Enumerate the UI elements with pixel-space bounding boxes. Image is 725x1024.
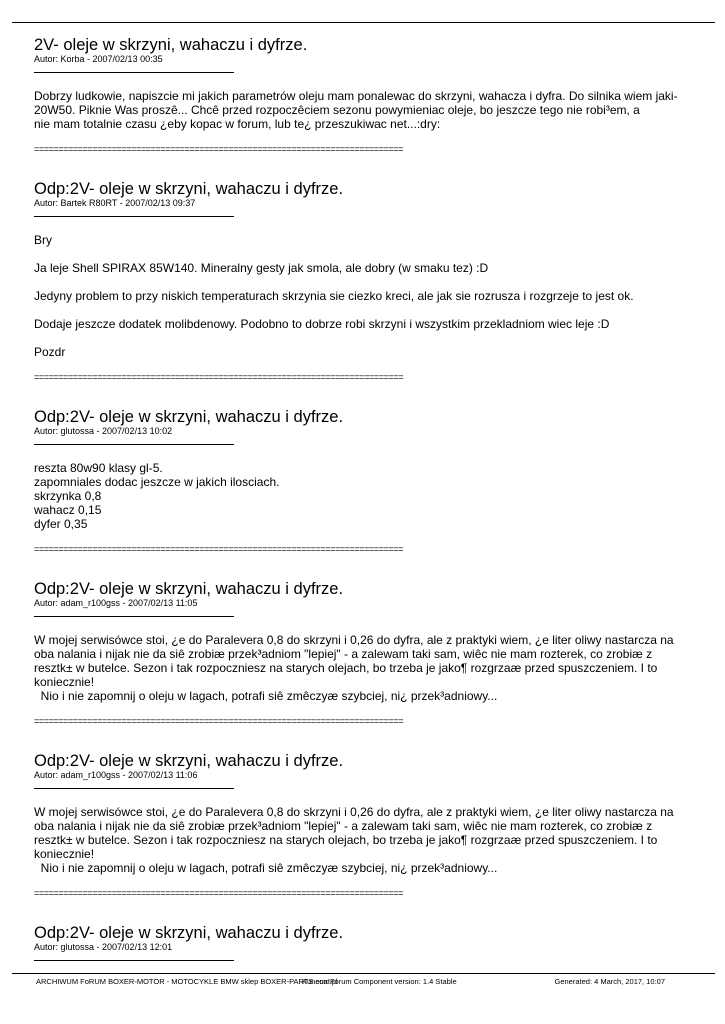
footer-site: ARCHIWUM FoRUM BOXER-MOTOR - MOTOCYKLE BMW sklep BOXER-PARTS.com.pl <box>36 977 338 986</box>
post <box>34 752 694 898</box>
thread <box>34 36 694 977</box>
post-body <box>34 89 694 131</box>
post-title: Odp:2V- oleje w skrzyni, wahaczu i dyfrze. <box>34 924 344 942</box>
post-paragraph: wahacz 0,15 <box>34 503 102 517</box>
post-meta: Autor: adam_r100gss - 2007/02/13 11:05 <box>34 598 198 608</box>
post-body <box>34 805 694 875</box>
post-paragraph: W mojej serwisówce stoi, ¿e do Paralevera 0,8 do skrzyni i 0,26 do dyfra, ale z praktyki wiem, ¿e liter oliwy nastarcza na oba nalania i nijak nie da siê zrobiæ przek³adniom "lepiej" - a zalewam taki sam, wiêc nie mam rozterek, co zrobiæ z resztk± w butelce. Sezon i tak rozpoczniesz na starych olejach, bo trzeba je jako¶ rozgrzaæ przed spuszczeniem. I to koniecznie! Nio i nie zapomnij o oleju w lagach, potrafi siê zmêczyæ szybciej, ni¿ przek³adniowy... <box>34 633 674 703</box>
footer-generated: Generated: 4 March, 2017, 10:07 <box>554 977 665 986</box>
meta-divider <box>34 788 234 789</box>
post-paragraph: reszta 80w90 klasy gl-5. <box>34 461 163 475</box>
post-separator: ============================================================================ <box>34 717 404 726</box>
meta-divider <box>34 216 234 217</box>
post-title: Odp:2V- oleje w skrzyni, wahaczu i dyfrze. <box>34 408 344 426</box>
meta-divider <box>34 616 234 617</box>
post-paragraph: Jedyny problem to przy niskich temperaturach skrzynia sie ciezko kreci, ale jak sie rozrusza i rozgrzeje to jest ok. <box>34 289 634 303</box>
post-paragraph: Dodaje jeszcze dodatek molibdenowy. Podobno to dobrze robi skrzyni i wszystkim przekladniom wiec leje :D <box>34 317 610 331</box>
post-title: 2V- oleje w skrzyni, wahaczu i dyfrze. <box>34 36 308 54</box>
post-body <box>34 233 694 359</box>
post-body <box>34 461 694 531</box>
post-meta: Autor: adam_r100gss - 2007/02/13 11:06 <box>34 770 198 780</box>
post-paragraph: Pozdr <box>34 345 66 359</box>
post-paragraph: W mojej serwisówce stoi, ¿e do Paralevera 0,8 do skrzyni i 0,26 do dyfra, ale z praktyki wiem, ¿e liter oliwy nastarcza na oba nalania i nijak nie da siê zrobiæ przek³adniom "lepiej" - a zalewam taki sam, wiêc nie mam rozterek, co zrobiæ z resztk± w butelce. Sezon i tak rozpoczniesz na starych olejach, bo trzeba je jako¶ rozgrzaæ przed spuszczeniem. I to koniecznie! Nio i nie zapomnij o oleju w lagach, potrafi siê zmêczyæ szybciej, ni¿ przek³adniowy... <box>34 805 674 875</box>
post-paragraph: dyfer 0,35 <box>34 517 88 531</box>
post-title: Odp:2V- oleje w skrzyni, wahaczu i dyfrze. <box>34 752 344 770</box>
top-rule <box>12 22 715 23</box>
footer-rule <box>12 973 715 974</box>
post-meta: Autor: glutossa - 2007/02/13 10:02 <box>34 426 173 436</box>
post-separator: ============================================================================ <box>34 545 404 554</box>
post-paragraph: Dobrzy ludkowie, napiszcie mi jakich parametrów oleju mam ponalewac do skrzyni, wahacza i dyfra. Do silnika wiem jaki- 20W50. Piknie Was proszê... Chcê przed rozpoczêciem sezonu powymieniac oleje, bo jeszcze tego nie robi³em, a nie mam totalnie czasu ¿eby kopac w forum, lub te¿ przeszukiwac net...:dry: <box>34 89 678 131</box>
post <box>34 924 694 961</box>
post <box>34 408 694 554</box>
post-paragraph: zapomniales dodac jeszcze w jakich ilosciach. <box>34 475 280 489</box>
post <box>34 180 694 382</box>
post-paragraph: skrzynka 0,8 <box>34 489 102 503</box>
post-separator: ============================================================================ <box>34 889 404 898</box>
post-meta: Autor: Korba - 2007/02/13 00:35 <box>34 54 163 64</box>
post-meta: Autor: glutossa - 2007/02/13 12:01 <box>34 942 173 952</box>
post-paragraph: Ja leje Shell SPIRAX 85W140. Mineralny gesty jak smola, ale dobry (w smaku tez) :D <box>34 261 489 275</box>
post-separator: ============================================================================ <box>34 373 404 382</box>
meta-divider <box>34 444 234 445</box>
footer-component: Kunena!Forum Component version: 1.4 Stable <box>302 977 457 986</box>
meta-divider <box>34 72 234 73</box>
post <box>34 36 694 154</box>
post <box>34 580 694 726</box>
post-meta: Autor: Bartek R80RT - 2007/02/13 09:37 <box>34 198 196 208</box>
post-separator: ============================================================================ <box>34 145 404 154</box>
post-title: Odp:2V- oleje w skrzyni, wahaczu i dyfrze. <box>34 580 344 598</box>
post-title: Odp:2V- oleje w skrzyni, wahaczu i dyfrze. <box>34 180 344 198</box>
meta-divider <box>34 960 234 961</box>
post-paragraph: Bry <box>34 233 52 247</box>
post-body <box>34 633 694 703</box>
